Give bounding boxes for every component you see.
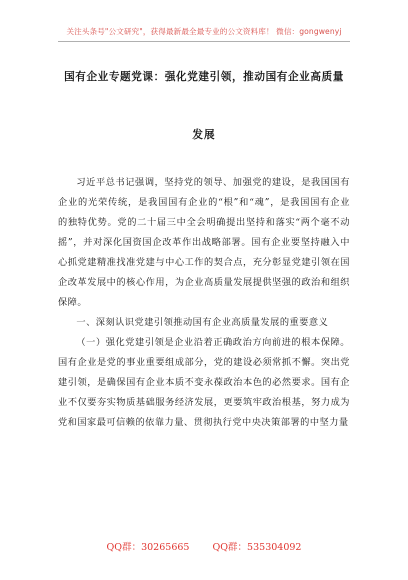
paragraph-point-1: （一）强化党建引领是企业沿着正确政治方向前进的根本保障。国有企业是党的事业重要组成部分，党的建设必须常抓不懈。突出党建引领，是确保国有企业本质不变永葆政治本色的必然要求。国有企业不仅要夯实物质基础服务经济发展，更要筑牢政治根基，努力成为党和国家最可信赖的依靠力量、贯彻执行党中央决策部署的中坚力量	[58, 337, 350, 428]
footer	[0, 539, 408, 553]
document-title-continuation: 发展	[192, 129, 216, 141]
paragraph-intro: 习近平总书记强调，坚持党的领导、加强党的建设，是我国国有企业的光荣传统，是我国国有企业的“根”和“魂”，是我国国有企业的独特优势。党的二十届三中全会明确提出坚持和落实“两个毫不动摇”，并对深化国资国企改革作出战略部署。国有企业要坚持融入中心抓党建精准找准党建与中心工作的契合点，充分彰显党建引领在国企改革发展中的核心作用，为企业高质量发展提供坚强的政治和组织保障。	[58, 177, 350, 308]
header-divider	[58, 41, 350, 42]
section-heading: 一、深刻认识党建引领推动国有企业高质量发展的重要意义	[76, 317, 329, 328]
document-title: 国有企业专题党课：强化党建引领，推动国有企业高质量	[64, 71, 344, 83]
footer-qq-group-1: QQ群：30265665	[106, 542, 190, 553]
header-note: 关注头条号"公文研究"，获得最新最全最专业的公文资料库！ 微信：gongwenyj	[66, 27, 342, 36]
footer-qq-group-2: QQ群：535304092	[212, 542, 302, 553]
document-body	[58, 173, 350, 433]
